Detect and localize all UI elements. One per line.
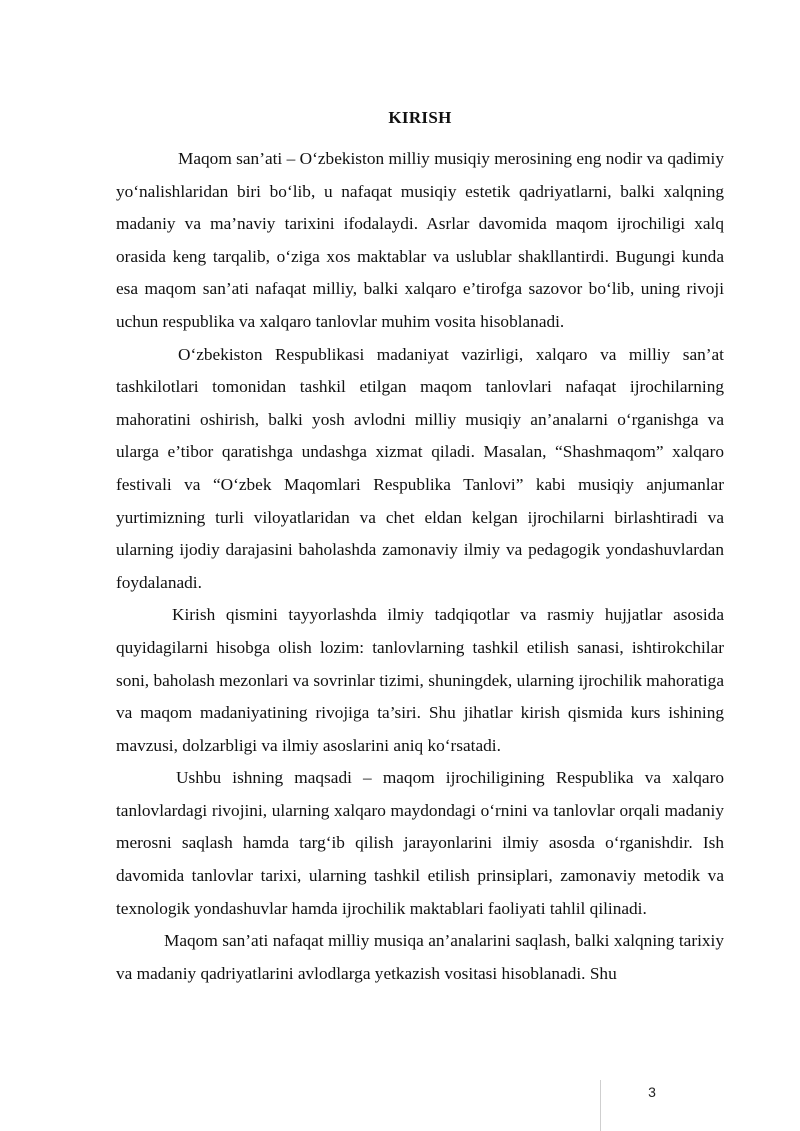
paragraph-1: Maqom san’ati – O‘zbekiston milliy musiqiy merosining eng nodir va qadimiy yo‘nalishlaridan biri bo‘lib, u nafaqat musiqiy estetik qadriyatlarni, balki xalqning madaniy va ma’naviy tarixini ifodalaydi. Asrlar davomida maqom ijrochiligi xalq orasida keng tarqalib, o‘ziga xos maktablar va uslublar shakllantirdi. Bugungi kunda esa maqom san’ati nafaqat milliy, balki xalqaro e’tirofga sazovor bo‘lib, uning rivoji uchun respublika va xalqaro tanlovlar muhim vosita hisoblanadi. — [116, 149, 724, 331]
page-number: 3 — [648, 1084, 656, 1100]
body-text — [116, 143, 724, 990]
paragraph-5: Maqom san’ati nafaqat milliy musiqa an’analarini saqlash, balki xalqning tarixiy va madaniy qadriyatlarini avlodlarga yetkazish vositasi hisoblanadi. Shu — [116, 931, 724, 983]
footer-divider — [600, 1080, 601, 1131]
page-title: KIRISH — [388, 108, 452, 127]
paragraph-3: Kirish qismini tayyorlashda ilmiy tadqiqotlar va rasmiy hujjatlar asosida quyidagilarni hisobga olish lozim: tanlovlarning tashkil etilish sanasi, ishtirokchilar soni, baholash mezonlari va sovrinlar tizimi, shuningdek, ularning ijrochilik mahoratiga va maqom madaniyatining rivojiga ta’siri. Shu jihatlar kirish qismida kurs ishining mavzusi, dolzarbligi va ilmiy asoslarini aniq ko‘rsatadi. — [116, 605, 724, 755]
paragraph-4: Ushbu ishning maqsadi – maqom ijrochiligining Respublika va xalqaro tanlovlardagi rivojini, ularning xalqaro maydondagi o‘rnini va tanlovlar orqali madaniy merosni saqlash hamda targ‘ib qilish jarayonlarini ilmiy asosda o‘rganishdir. Ish davomida tanlovlar tarixi, ularning tashkil etilish prinsiplari, zamonaviy metodik va texnologik yondashuvlar hamda ijrochilik maktablari faoliyati tahlil qilinadi. — [116, 768, 724, 918]
paragraph-2: O‘zbekiston Respublikasi madaniyat vazirligi, xalqaro va milliy san’at tashkilotlari tomonidan tashkil etilgan maqom tanlovlari nafaqat ijrochilarning mahoratini oshirish, balki yosh avlodni milliy musiqiy an’analarni o‘rganishga va ularga e’tibor qaratishga undashga xizmat qiladi. Masalan, “Shashmaqom” xalqaro festivali va “O‘zbek Maqomlari Respublika Tanlovi” kabi musiqiy anjumanlar yurtimizning turli viloyatlaridan va chet eldan kelgan ijrochilarni birlashtiradi va ularning ijodiy darajasini baholashda zamonaviy ilmiy va pedagogik yondashuvlardan foydalanadi. — [116, 344, 724, 592]
